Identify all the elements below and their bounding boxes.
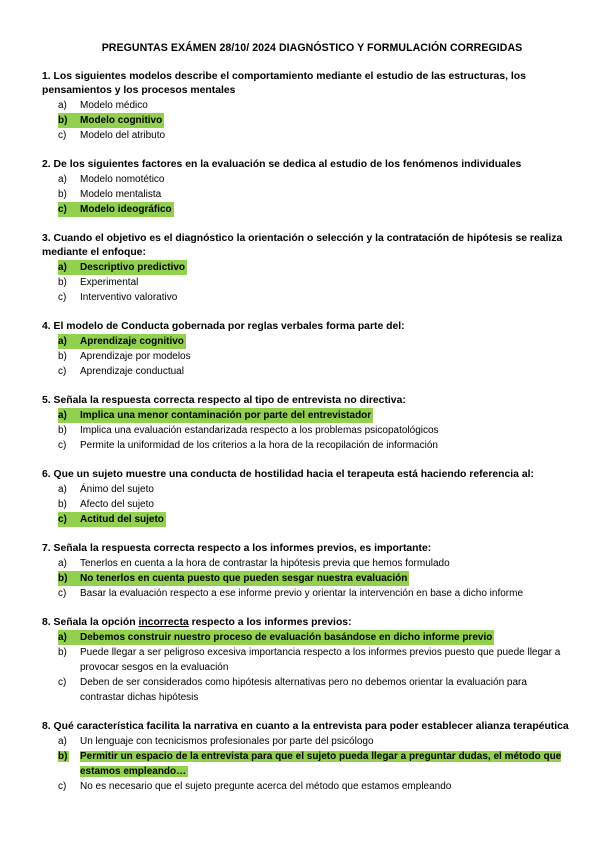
options-list <box>42 98 570 143</box>
options-list <box>42 408 570 453</box>
question-5 <box>42 394 570 453</box>
options-list <box>42 734 570 794</box>
correct-option-b: b) Permitir un espacio de la entrevista para que el sujeto pueda llegar a preguntar dudas, el método que estamos empleando… <box>58 751 562 777</box>
option-a: a) Ánimo del sujeto <box>58 484 154 495</box>
question-text: 2. De los siguientes factores en la evaluación se dedica al estudio de los fenómenos individuales <box>42 159 522 170</box>
option-a: a) Tenerlos en cuenta a la hora de contrastar la hipótesis previa que hemos formulado <box>58 558 450 569</box>
option-c: c) Deben de ser considerados como hipótesis alternativas pero no debemos orientar la evaluación para contrastar dichas hipótesis <box>58 677 527 703</box>
options-list <box>42 630 570 705</box>
option-c: c) Interventivo valorativo <box>58 292 178 303</box>
correct-option-a: a) Implica una menor contaminación por parte del entrevistador <box>58 410 372 421</box>
option-a: a) Modelo nomotético <box>58 174 165 185</box>
option-b: b) Puede llegar a ser peligroso excesiva importancia respecto a los informes previos puesto que puede llegar a provocar sesgos en la evaluación <box>58 647 561 673</box>
question-text: 1. Los siguientes modelos describe el comportamiento mediante el estudio de las estructuras, los pensamientos y los procesos mentales <box>42 71 526 96</box>
options-list <box>42 556 570 601</box>
options-list <box>42 172 570 217</box>
correct-option-c: c) Modelo ideográfico <box>58 204 172 215</box>
option-c: c) Permite la uniformidad de los criterios a la hora de la recopilación de información <box>58 440 438 451</box>
question-text: 5. Señala la respuesta correcta respecto al tipo de entrevista no directiva: <box>42 395 406 406</box>
option-c: c) Aprendizaje conductual <box>58 366 184 377</box>
question-text: 6. Que un sujeto muestre una conducta de hostilidad hacia el terapeuta está haciendo referencia al: <box>42 469 534 480</box>
option-b: b) Experimental <box>58 277 139 288</box>
option-c: c) Basar la evaluación respecto a ese informe previo y orientar la intervención en base a dicho informe <box>58 588 524 599</box>
question-text: 7. Señala la respuesta correcta respecto a los informes previos, es importante: <box>42 543 432 554</box>
question-1 <box>42 70 570 143</box>
question-4 <box>42 320 570 379</box>
options-list <box>42 334 570 379</box>
underlined-word: incorrecta <box>138 617 189 628</box>
option-a: a) Modelo médico <box>58 100 148 111</box>
question-text: 8. Señala la opción incorrecta respecto a los informes previos: <box>42 617 352 628</box>
page-title: PREGUNTAS EXÁMEN 28/10/ 2024 DIAGNÓSTICO Y FORMULACIÓN CORREGIDAS <box>101 42 523 54</box>
option-a: a) Un lenguaje con tecnicismos profesionales por parte del psicólogo <box>58 736 374 747</box>
question-2 <box>42 158 570 217</box>
correct-option-b: b) No tenerlos en cuenta puesto que pueden sesgar nuestra evaluación <box>58 573 408 584</box>
question-7 <box>42 542 570 601</box>
correct-option-a: a) Aprendizaje cognitivo <box>58 336 184 347</box>
correct-option-c: c) Actitud del sujeto <box>58 514 164 525</box>
question-text: 8. Qué característica facilita la narrativa en cuanto a la entrevista para poder establecer alianza terapéutica <box>42 721 569 732</box>
correct-option-b: b) Modelo cognitivo <box>58 115 163 126</box>
correct-option-a: a) Debemos construir nuestro proceso de evaluación basándose en dicho informe previo <box>58 632 493 643</box>
question-3 <box>42 232 570 305</box>
options-list <box>42 482 570 527</box>
option-c: c) Modelo del atributo <box>58 130 166 141</box>
options-list <box>42 260 570 305</box>
option-b: b) Implica una evaluación estandarizada respecto a los problemas psicopatológicos <box>58 425 439 436</box>
question-text: 4. El modelo de Conducta gobernada por reglas verbales forma parte del: <box>42 321 405 332</box>
question-6 <box>42 468 570 527</box>
question-8b <box>42 720 570 794</box>
question-8a <box>42 616 570 705</box>
option-b: b) Aprendizaje por modelos <box>58 351 191 362</box>
option-c: c) No es necesario que el sujeto pregunte acerca del método que estamos empleando <box>58 781 452 792</box>
correct-option-a: a) Descriptivo predictivo <box>58 262 186 273</box>
option-b: b) Modelo mentalista <box>58 189 162 200</box>
option-b: b) Afecto del sujeto <box>58 499 154 510</box>
question-text: 3. Cuando el objetivo es el diagnóstico la orientación o selección y la contratación de hipótesis se realiza mediante el enfoque: <box>42 233 563 258</box>
